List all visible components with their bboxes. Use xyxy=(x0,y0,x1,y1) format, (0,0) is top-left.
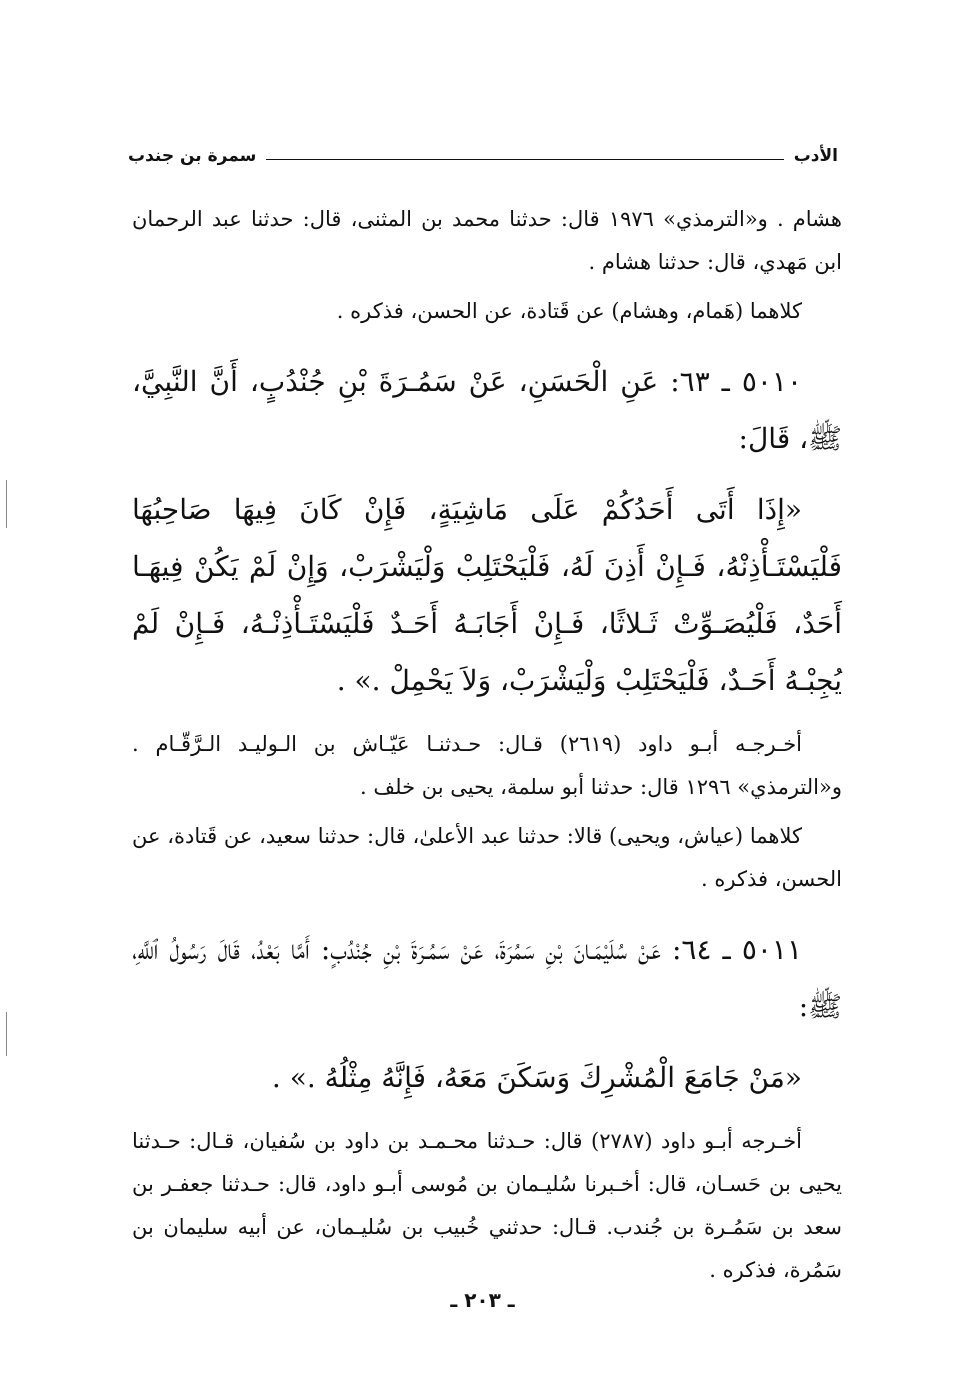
header-section-title: سمرة بن جندب xyxy=(128,146,257,166)
running-header xyxy=(128,132,838,166)
source-note: كلاهما (عياش، ويحيى) قالا: حدثنا عبد الأعلىٰ، قال: حدثنا سعيد، عن قَتادة، عن الحسن، فذكره . xyxy=(132,824,842,891)
source-note: كلاهما (هَمام، وهشام) عن قَتادة، عن الحسن، فذكره . xyxy=(336,299,802,323)
hadith-isnad: ٥٠١٠ ـ ٦٣: عَنِ الْحَسَنِ، عَنْ سَمُـرَةَ بْنِ جُنْدُبٍ، أَنَّ النَّبِيَّ، ﷺ، قَالَ: xyxy=(132,365,842,455)
page-number: ـ ٢٠٣ ـ xyxy=(450,1288,515,1312)
margin-mark xyxy=(6,480,7,528)
source-note: أخـرجه أبـو داود (٢٧٨٧) قال: حـدثنا محـمـد بن داود بن سُفيان، قـال: حـدثنا يحيى بن حَسـان، قال: أخـبرنا سُليـمان بن مُوسى أبـو داود، قال: حـدثنا جعفـر بن سعد بن سَمُـرة بن جُندب. قـال: حدثني خُبيب بن سُليـمان، عن أبيه سليمان بن سَمُرة، فذكره . xyxy=(132,1129,842,1282)
header-rule xyxy=(266,159,783,160)
hadith-matn: «إِذَا أَتَى أَحَدُكُمْ عَلَى مَاشِيَةٍ، فَإِنْ كَانَ فِيهَا صَاحِبُهَا فَلْيَسْتَـأْذِنْهُ، فَـإِنْ أَذِنَ لَهُ، فَلْيَحْتَلِبْ وَلْيَشْرَبْ، وَإِنْ لَمْ يَكُنْ فِيهَـا أَحَدٌ، فَلْيُصَـوِّتْ ثَـلاثًا، فَـإِنْ أَجَابَـهُ أَحَـدٌ فَلْيَسْتَـأْذِنْـهُ، فَـإِنْ لَمْ يُجِبْـهُ أَحَـدٌ، فَلْيَحْتَلِبْ وَلْيَشْرَبْ، وَلاَ يَحْمِلْ .» . xyxy=(132,493,842,697)
header-chapter-title: الأدب xyxy=(793,146,838,166)
page-body xyxy=(132,198,842,1292)
hadith-matn: «مَنْ جَامَعَ الْمُشْرِكَ وَسَكَنَ مَعَهُ، فَإِنَّهُ مِثْلُهُ .» . xyxy=(271,1061,802,1094)
source-note: أخـرجـه أبـو داود (٢٦١٩) قـال: حـدثنـا عَيّـاش بن الـوليـد الـرَّقّـام . و«الترمذي» ١٢٩٦ قال: حدثنا أبو سلمة، يحيى بن خلف . xyxy=(132,732,842,799)
hadith-isnad: ٥٠١١ ـ ٦٤: عَنْ سُلَيْمَـانَ بْنِ سَمُرَةَ، عَنْ سَمُـرَةَ بْنِ جُنْدُبٍ: أَمَّا بَعْدُ، قَالَ رَسُولُ ٱللَّهِ، ﷺ: xyxy=(132,933,842,1023)
source-note: هشام . و«الترمذي» ١٩٧٦ قال: حدثنا محمد بن المثنى، قال: حدثنا عبد الرحمان ابن مَهدي، قال: حدثنا هشام . xyxy=(132,207,842,274)
margin-mark xyxy=(6,1012,7,1056)
